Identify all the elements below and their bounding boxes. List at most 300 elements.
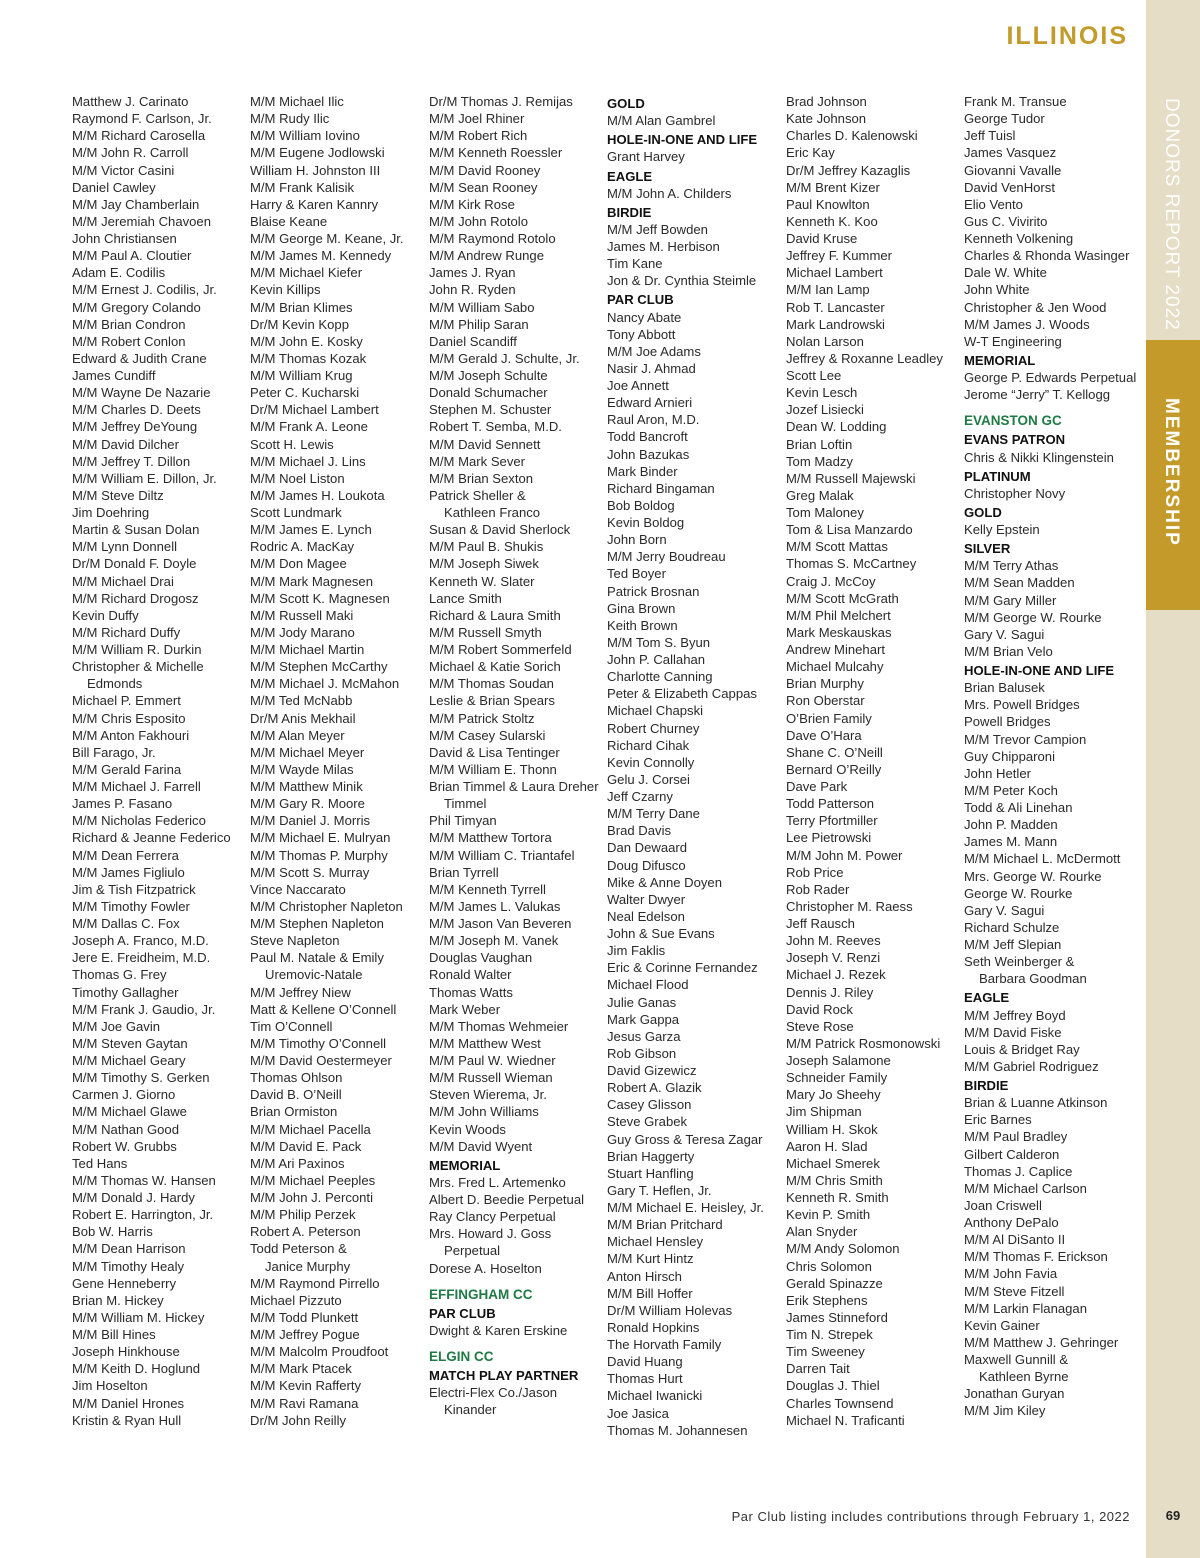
donor-entry: M/M Joseph Schulte bbox=[429, 368, 548, 383]
donor-entry: Scott Lundmark bbox=[250, 505, 342, 520]
donor-entry: Vince Naccarato bbox=[250, 881, 346, 897]
donor-entry: Jeff Rausch bbox=[786, 916, 855, 931]
donor-entry: M/M Ravi Ramana bbox=[250, 1395, 359, 1411]
donor-entry: Kevin Boldog bbox=[607, 515, 685, 530]
donor-entry: Greg Malak bbox=[786, 487, 854, 503]
donor-entry: Jesus Garza bbox=[607, 1028, 681, 1044]
donor-entry: M/M Phil Melchert bbox=[786, 607, 891, 623]
section-label: MEMBERSHIP bbox=[1161, 398, 1182, 547]
donor-entry: Tim O’Connell bbox=[250, 1018, 333, 1034]
donor-entry: Adam E. Codilis bbox=[72, 265, 166, 281]
donor-entry: Harry & Karen Kannry bbox=[250, 196, 379, 212]
donor-entry: Albert D. Beedie Perpetual bbox=[429, 1192, 585, 1207]
donor-entry: W-T Engineering bbox=[964, 333, 1062, 349]
donor-entry: Scott Lee bbox=[786, 368, 842, 383]
donor-entry: John Born bbox=[607, 532, 667, 548]
donor-entry: Mary Jo Sheehy bbox=[786, 1087, 881, 1103]
donor-entry: Electri-Flex Co./Jason bbox=[429, 1385, 558, 1401]
donor-entry: Rob Rader bbox=[786, 881, 850, 897]
donor-entry: M/M David E. Pack bbox=[250, 1138, 362, 1154]
donor-entry: M/M Joseph Siwek bbox=[429, 556, 539, 572]
donor-entry: Jozef Lisiecki bbox=[786, 402, 864, 418]
donor-entry: Gina Brown bbox=[607, 600, 676, 616]
donor-entry: Erik Stephens bbox=[786, 1292, 868, 1308]
donor-entry: M/M Trevor Campion bbox=[964, 731, 1087, 747]
club-heading: EVANSTON GC bbox=[964, 413, 1062, 429]
donor-entry: M/M James E. Lynch bbox=[250, 522, 372, 538]
donor-entry: Kevin Connolly bbox=[607, 754, 695, 770]
donor-entry: Thomas Watts bbox=[429, 984, 513, 1000]
donor-entry: M/M David Rooney bbox=[429, 162, 541, 178]
donor-entry: Nancy Abate bbox=[607, 309, 682, 325]
donor-entry: M/M John A. Childers bbox=[607, 185, 732, 201]
donor-entry: M/M Jeffrey DeYoung bbox=[72, 419, 198, 435]
donor-entry: M/M Steven Gaytan bbox=[72, 1035, 188, 1051]
donor-entry: Ted Hans bbox=[72, 1155, 128, 1171]
donor-entry: Brian Ormiston bbox=[250, 1104, 338, 1120]
donor-entry: M/M Michael J. McMahon bbox=[250, 676, 400, 692]
donor-entry: M/M William Krug bbox=[250, 368, 353, 383]
donor-entry: Gerald Spinazze bbox=[786, 1275, 883, 1291]
donor-entry: M/M Chris Smith bbox=[786, 1172, 883, 1188]
donor-entry: Mark Gappa bbox=[607, 1011, 680, 1027]
donor-entry: M/M David Wyent bbox=[429, 1138, 533, 1154]
donor-entry: Todd & Ali Linehan bbox=[964, 800, 1073, 815]
giving-level-heading: SILVER bbox=[964, 541, 1011, 557]
donor-entry: Gelu J. Corsei bbox=[607, 771, 690, 787]
donor-entry: Kenneth Volkening bbox=[964, 231, 1074, 246]
donor-entry: Mrs. Fred L. Artemenko bbox=[429, 1174, 566, 1190]
donor-entry: M/M Thomas Wehmeier bbox=[429, 1018, 569, 1034]
donor-entry: Michael Lambert bbox=[786, 265, 883, 281]
donor-entry: Mark Landrowski bbox=[786, 316, 885, 332]
donor-entry: M/M Thomas F. Erickson bbox=[964, 1249, 1108, 1265]
donor-entry: M/M Russell Majewski bbox=[786, 470, 916, 486]
donor-entry: M/M Don Magee bbox=[250, 556, 347, 572]
donor-entry: Uremovic-Natale bbox=[265, 967, 363, 983]
donor-entry: Jim & Tish Fitzpatrick bbox=[72, 881, 196, 897]
donor-entry: Mike & Anne Doyen bbox=[607, 874, 722, 890]
donor-entry: Mrs. George W. Rourke bbox=[964, 868, 1102, 884]
donor-entry: Joseph V. Renzi bbox=[786, 950, 881, 966]
donor-entry: Guy Gross & Teresa Zagar bbox=[607, 1131, 763, 1147]
donor-entry: Mark Weber bbox=[429, 1001, 501, 1017]
donor-column-4 bbox=[607, 93, 785, 1439]
donor-entry: David Kruse bbox=[786, 231, 858, 246]
donor-entry: M/M Wayde Milas bbox=[250, 761, 354, 777]
donor-entry: Tom Maloney bbox=[786, 505, 864, 520]
donor-entry: Stuart Hanfling bbox=[607, 1165, 694, 1181]
donor-entry: M/M William R. Durkin bbox=[72, 642, 202, 657]
donor-entry: M/M Michael E. Mulryan bbox=[250, 830, 391, 846]
donor-entry: George W. Rourke bbox=[964, 885, 1073, 901]
donor-entry: Jeffrey F. Kummer bbox=[786, 248, 892, 264]
giving-level-heading: GOLD bbox=[964, 504, 1002, 520]
donor-entry: M/M John E. Kosky bbox=[250, 333, 363, 349]
donor-entry: M/M Brent Kizer bbox=[786, 179, 880, 195]
donor-entry: Dr/M Michael Lambert bbox=[250, 402, 379, 418]
donor-entry: M/M Stephen Napleton bbox=[250, 916, 384, 931]
donor-entry: M/M Timothy S. Gerken bbox=[72, 1070, 210, 1086]
donor-entry: M/M Malcolm Proudfoot bbox=[250, 1344, 389, 1360]
donor-entry: M/M Philip Saran bbox=[429, 316, 529, 332]
donor-entry: Patrick Brosnan bbox=[607, 583, 700, 599]
donor-entry: M/M Matthew Tortora bbox=[429, 830, 552, 846]
giving-level-heading: PAR CLUB bbox=[429, 1305, 496, 1321]
donor-entry: Maxwell Gunnill & bbox=[964, 1352, 1069, 1367]
donor-entry: Michael Pizzuto bbox=[250, 1292, 342, 1308]
donor-entry: M/M Michael Geary bbox=[72, 1053, 186, 1068]
donor-entry: Todd Bancroft bbox=[607, 429, 688, 445]
donor-entry: Brian Timmel & Laura Dreher bbox=[429, 779, 599, 794]
donor-entry: M/M Daniel J. Morris bbox=[250, 813, 371, 829]
donor-entry: M/M Sean Madden bbox=[964, 575, 1075, 591]
donor-entry: Kevin Lesch bbox=[786, 385, 858, 401]
donor-entry: M/M Brian Velo bbox=[964, 643, 1053, 659]
donor-entry: M/M Paul B. Shukis bbox=[429, 539, 544, 555]
donor-entry: M/M Michael Drai bbox=[72, 573, 174, 589]
donor-entry: M/M Robert Conlon bbox=[72, 333, 186, 349]
donor-entry: Brian M. Hickey bbox=[72, 1292, 164, 1308]
donor-column-6 bbox=[964, 93, 1142, 1420]
donor-entry: Michael & Katie Sorich bbox=[429, 659, 561, 675]
footer-note: Par Club listing includes contributions through February 1, 2022 bbox=[731, 1509, 1130, 1524]
donor-entry: M/M Larkin Flanagan bbox=[964, 1300, 1087, 1316]
donor-entry: Joe Jasica bbox=[607, 1405, 669, 1421]
donor-entry: M/M Thomas Kozak bbox=[250, 350, 367, 366]
donor-entry: M/M Michael J. Lins bbox=[250, 453, 366, 469]
donor-entry: Patrick Sheller & bbox=[429, 487, 526, 503]
donor-entry: M/M Joe Adams bbox=[607, 343, 701, 359]
donor-entry: M/M Robert Rich bbox=[429, 128, 528, 144]
donor-entry: M/M Wayne De Nazarie bbox=[72, 385, 211, 401]
donor-entry: M/M Michael Carlson bbox=[964, 1180, 1087, 1196]
donor-entry: M/M Mark Ptacek bbox=[250, 1361, 352, 1377]
donor-entry: Michael Iwanicki bbox=[607, 1388, 703, 1404]
donor-entry: M/M Alan Meyer bbox=[250, 727, 345, 743]
donor-entry: Joseph A. Franco, M.D. bbox=[72, 933, 209, 949]
donor-entry: Anthony DePalo bbox=[964, 1215, 1059, 1230]
donor-entry: Dwight & Karen Erskine bbox=[429, 1322, 568, 1338]
donor-entry: M/M Russell Smyth bbox=[429, 624, 542, 640]
donor-entry: Donald Schumacher bbox=[429, 385, 548, 401]
donor-entry: M/M Donald J. Hardy bbox=[72, 1190, 195, 1205]
giving-level-heading: PLATINUM bbox=[964, 468, 1031, 484]
donor-entry: Aaron H. Slad bbox=[786, 1138, 868, 1154]
donor-entry: Michael N. Traficanti bbox=[786, 1412, 905, 1428]
donor-entry: Brian Murphy bbox=[786, 676, 864, 692]
donor-entry: M/M Joel Rhiner bbox=[429, 111, 525, 127]
donor-entry: Brian Balusek bbox=[964, 680, 1045, 696]
donor-entry: M/M Kenneth Tyrrell bbox=[429, 881, 546, 897]
donor-entry: William H. Johnston III bbox=[250, 162, 381, 178]
donor-entry: Douglas J. Thiel bbox=[786, 1378, 880, 1394]
donor-entry: M/M Andrew Runge bbox=[429, 248, 544, 264]
giving-level-heading: GOLD bbox=[607, 96, 645, 111]
donor-entry: Terry Pfortmiller bbox=[786, 813, 878, 829]
donor-entry: Richard & Laura Smith bbox=[429, 607, 561, 623]
donor-entry: M/M Jim Kiley bbox=[964, 1403, 1046, 1419]
donor-entry: M/M William E. Dillon, Jr. bbox=[72, 470, 217, 486]
donor-entry: Dave Park bbox=[786, 779, 848, 794]
giving-level-heading: EAGLE bbox=[964, 990, 1010, 1006]
donor-entry: Charles Townsend bbox=[786, 1395, 894, 1411]
donor-entry: Bob Boldog bbox=[607, 497, 675, 513]
donor-entry: Tim Sweeney bbox=[786, 1344, 865, 1360]
donor-entry: M/M Charles D. Deets bbox=[72, 402, 201, 418]
donor-entry: Thomas G. Frey bbox=[72, 967, 167, 983]
donor-entry: Todd Peterson & bbox=[250, 1241, 347, 1257]
donor-entry: Scott H. Lewis bbox=[250, 436, 334, 452]
donor-entry: Powell Bridges bbox=[964, 714, 1051, 730]
donor-entry: Robert E. Harrington, Jr. bbox=[72, 1207, 214, 1223]
donor-entry: M/M Michael L. McDermott bbox=[964, 851, 1121, 867]
giving-level-heading: BIRDIE bbox=[964, 1078, 1009, 1093]
donor-entry: M/M John J. Perconti bbox=[250, 1190, 373, 1205]
donor-entry: Kevin Duffy bbox=[72, 607, 139, 623]
donor-entry: Paul M. Natale & Emily bbox=[250, 950, 384, 966]
donor-entry: Doug Difusco bbox=[607, 857, 686, 873]
club-heading: EFFINGHAM CC bbox=[429, 1286, 533, 1302]
donor-entry: Thomas Hurt bbox=[607, 1371, 683, 1387]
donor-entry: Thomas Ohlson bbox=[250, 1070, 343, 1086]
donor-entry: William H. Skok bbox=[786, 1121, 878, 1137]
donor-entry: Casey Glisson bbox=[607, 1097, 692, 1113]
donor-entry: Daniel Cawley bbox=[72, 179, 156, 195]
donor-entry: Craig J. McCoy bbox=[786, 573, 876, 589]
donor-entry: Matthew J. Carinato bbox=[72, 94, 189, 109]
donor-entry: Phil Timyan bbox=[429, 813, 497, 829]
donor-entry: Barbara Goodman bbox=[979, 971, 1087, 987]
donor-entry: M/M Robert Sommerfeld bbox=[429, 642, 572, 657]
donor-entry: M/M Matthew J. Gehringer bbox=[964, 1334, 1119, 1350]
donor-entry: Lee Pietrowski bbox=[786, 830, 872, 846]
donor-entry: M/M Paul A. Cloutier bbox=[72, 248, 192, 264]
donor-entry: M/M William C. Triantafel bbox=[429, 847, 575, 863]
donor-entry: Ray Clancy Perpetual bbox=[429, 1209, 556, 1225]
donor-entry: M/M Keith D. Hoglund bbox=[72, 1361, 201, 1377]
donor-entry: Jim Shipman bbox=[786, 1104, 862, 1120]
donor-entry: Gary T. Heflen, Jr. bbox=[607, 1182, 712, 1198]
donor-entry: M/M Victor Casini bbox=[72, 162, 175, 178]
donor-entry: Dale W. White bbox=[964, 265, 1047, 281]
donor-entry: M/M Nicholas Federico bbox=[72, 813, 206, 829]
donor-entry: Schneider Family bbox=[786, 1070, 888, 1086]
donor-entry: M/M Mark Magnesen bbox=[250, 573, 373, 589]
donor-entry: Kathleen Byrne bbox=[979, 1369, 1069, 1385]
donor-entry: M/M Sean Rooney bbox=[429, 179, 538, 195]
donor-entry: M/M Kirk Rose bbox=[429, 196, 515, 212]
donor-entry: Ronald Walter bbox=[429, 967, 512, 983]
donor-entry: Kinander bbox=[444, 1402, 497, 1418]
donor-entry: M/M Daniel Hrones bbox=[72, 1395, 185, 1411]
donor-entry: Ron Oberstar bbox=[786, 693, 865, 709]
donor-entry: Joe Annett bbox=[607, 378, 669, 393]
donor-entry: Kevin Killips bbox=[250, 282, 321, 298]
donor-entry: Jim Doehring bbox=[72, 505, 150, 520]
donor-entry: Elio Vento bbox=[964, 196, 1023, 212]
donor-entry: M/M George M. Keane, Jr. bbox=[250, 231, 404, 246]
donor-entry: Blaise Keane bbox=[250, 213, 328, 229]
donor-entry: M/M Timothy O’Connell bbox=[250, 1035, 387, 1051]
donor-entry: M/M Joe Gavin bbox=[72, 1018, 161, 1034]
donor-entry: M/M Russell Wieman bbox=[429, 1070, 553, 1086]
donor-entry: M/M William E. Thonn bbox=[429, 761, 557, 777]
donor-entry: M/M Peter Koch bbox=[964, 782, 1058, 798]
giving-level-heading: MEMORIAL bbox=[964, 352, 1036, 368]
donor-entry: M/M Richard Carosella bbox=[72, 128, 206, 144]
donor-entry: Dr/M John Reilly bbox=[250, 1412, 347, 1428]
donor-entry: M/M Timothy Fowler bbox=[72, 898, 190, 914]
donor-entry: Grant Harvey bbox=[607, 149, 685, 165]
donor-entry: Charlotte Canning bbox=[607, 669, 713, 685]
donor-entry: M/M Timothy Healy bbox=[72, 1258, 185, 1274]
donor-entry: Gus C. Vivirito bbox=[964, 213, 1048, 229]
donor-entry: Keith Brown bbox=[607, 617, 678, 633]
donor-entry: Kathleen Franco bbox=[444, 505, 541, 520]
donor-entry: Kristin & Ryan Hull bbox=[72, 1412, 182, 1428]
donor-entry: Eric & Corinne Fernandez bbox=[607, 960, 758, 976]
donor-entry: George Tudor bbox=[964, 111, 1045, 127]
donor-entry: M/M William Sabo bbox=[429, 299, 535, 315]
donor-entry: Todd Patterson bbox=[786, 796, 875, 812]
donor-entry: Steven Wierema, Jr. bbox=[429, 1087, 547, 1103]
donor-entry: Michael Flood bbox=[607, 977, 689, 993]
donor-entry: M/M Stephen McCarthy bbox=[250, 659, 388, 675]
donor-entry: Kevin Gainer bbox=[964, 1317, 1040, 1333]
donor-entry: Rob T. Lancaster bbox=[786, 299, 885, 315]
donor-entry: Christopher & Jen Wood bbox=[964, 299, 1107, 315]
donor-entry: M/M John Favia bbox=[964, 1266, 1058, 1282]
donor-entry: Robert A. Peterson bbox=[250, 1224, 361, 1240]
donor-column-3 bbox=[429, 93, 607, 1419]
donor-entry: John M. Reeves bbox=[786, 933, 881, 949]
donor-entry: M/M Gabriel Rodriguez bbox=[964, 1058, 1099, 1074]
donor-entry: M/M Ian Lamp bbox=[786, 282, 870, 298]
donor-entry: Susan & David Sherlock bbox=[429, 522, 571, 538]
donor-entry: Kenneth W. Slater bbox=[429, 573, 535, 589]
donor-entry: David Rock bbox=[786, 1001, 853, 1017]
donor-entry: James J. Ryan bbox=[429, 265, 516, 281]
donor-entry: John P. Madden bbox=[964, 817, 1058, 833]
donor-entry: M/M Jerry Boudreau bbox=[607, 549, 726, 565]
donor-entry: M/M Jeffrey T. Dillon bbox=[72, 453, 191, 469]
donor-entry: Edward Arnieri bbox=[607, 395, 693, 411]
donor-entry: M/M Paul W. Wiedner bbox=[429, 1053, 556, 1068]
donor-entry: M/M Scott Mattas bbox=[786, 539, 888, 555]
donor-entry: M/M Christopher Napleton bbox=[250, 898, 403, 914]
donor-entry: M/M Steve Diltz bbox=[72, 487, 164, 503]
donor-entry: John P. Callahan bbox=[607, 652, 706, 667]
donor-entry: James Stinneford bbox=[786, 1309, 888, 1325]
donor-entry: M/M James J. Woods bbox=[964, 316, 1090, 332]
donor-entry: M/M Paul Bradley bbox=[964, 1129, 1068, 1145]
donor-entry: M/M Matthew West bbox=[429, 1035, 541, 1051]
donor-entry: Michael Chapski bbox=[607, 703, 704, 719]
donor-entry: M/M Brian Condron bbox=[72, 316, 186, 332]
donor-entry: M/M Steve Fitzell bbox=[964, 1283, 1065, 1299]
donor-entry: Brian & Luanne Atkinson bbox=[964, 1095, 1108, 1111]
donor-entry: M/M Jeffrey Boyd bbox=[964, 1007, 1066, 1023]
state-title: ILLINOIS bbox=[1006, 22, 1128, 50]
donor-entry: M/M Michael Pacella bbox=[250, 1121, 371, 1137]
donor-entry: M/M David Dilcher bbox=[72, 436, 179, 452]
donor-entry: M/M Todd Plunkett bbox=[250, 1309, 359, 1325]
donor-entry: M/M Brian Sexton bbox=[429, 470, 534, 486]
donor-entry: Neal Edelson bbox=[607, 908, 685, 924]
donor-entry: M/M Scott S. Murray bbox=[250, 864, 370, 880]
donor-entry: Anton Hirsch bbox=[607, 1268, 682, 1284]
donor-entry: Charles & Rhonda Wasinger bbox=[964, 248, 1130, 264]
donor-entry: M/M Andy Solomon bbox=[786, 1241, 900, 1257]
donor-entry: Charles D. Kalenowski bbox=[786, 128, 918, 144]
donor-entry: Brad Johnson bbox=[786, 94, 867, 109]
donor-entry: Kelly Epstein bbox=[964, 522, 1040, 537]
donor-entry: James Vasquez bbox=[964, 145, 1057, 161]
donor-entry: Dan Dewaard bbox=[607, 840, 688, 856]
donor-entry: Gilbert Calderon bbox=[964, 1146, 1060, 1162]
donor-entry: M/M Alan Gambrel bbox=[607, 113, 716, 129]
donor-entry: James P. Fasano bbox=[72, 796, 173, 812]
donor-entry: Michael J. Rezek bbox=[786, 967, 886, 983]
donor-column-5 bbox=[786, 93, 964, 1429]
donor-entry: Jeff Czarny bbox=[607, 789, 673, 804]
donor-entry: James M. Herbison bbox=[607, 239, 720, 254]
donor-entry: Dr/M Kevin Kopp bbox=[250, 316, 349, 332]
donor-entry: Brian Tyrrell bbox=[429, 864, 499, 880]
donor-entry: M/M Mark Sever bbox=[429, 453, 526, 469]
donor-entry: M/M Joseph M. Vanek bbox=[429, 933, 559, 949]
club-heading: ELGIN CC bbox=[429, 1349, 494, 1364]
donor-entry: M/M Gary Miller bbox=[964, 592, 1057, 608]
report-title: DONORS REPORT 2022 bbox=[1161, 98, 1182, 331]
donor-entry: Tom & Lisa Manzardo bbox=[786, 522, 913, 538]
donor-entry: M/M Chris Esposito bbox=[72, 710, 186, 726]
donor-entry: M/M Jeremiah Chavoen bbox=[72, 213, 211, 229]
donor-entry: Rob Price bbox=[786, 864, 844, 880]
donor-entry: M/M John M. Power bbox=[786, 847, 903, 863]
donor-entry: Steve Napleton bbox=[250, 933, 340, 949]
donor-entry: Kenneth R. Smith bbox=[786, 1190, 889, 1205]
donor-entry: Thomas M. Johannesen bbox=[607, 1422, 748, 1438]
donor-entry: Bill Farago, Jr. bbox=[72, 744, 156, 760]
donor-entry: Walter Dwyer bbox=[607, 891, 686, 907]
donor-entry: M/M David Oestermeyer bbox=[250, 1053, 392, 1068]
donor-entry: David Gizewicz bbox=[607, 1063, 697, 1078]
donor-entry: M/M Jay Chamberlain bbox=[72, 196, 200, 212]
donor-entry: Perpetual bbox=[444, 1243, 501, 1259]
donor-entry: M/M Michael Kiefer bbox=[250, 265, 363, 281]
donor-entry: M/M Michael Martin bbox=[250, 642, 365, 657]
donor-entry: M/M Michael E. Heisley, Jr. bbox=[607, 1200, 764, 1215]
donor-entry: M/M Dean Ferrera bbox=[72, 847, 179, 863]
donor-entry: Timmel bbox=[444, 796, 487, 812]
donor-entry: Richard Bingaman bbox=[607, 480, 715, 496]
donor-entry: David & Lisa Tentinger bbox=[429, 744, 560, 760]
donor-entry: M/M James H. Loukota bbox=[250, 487, 385, 503]
donor-entry: Shane C. O’Neill bbox=[786, 744, 883, 760]
donor-entry: Tom Madzy bbox=[786, 453, 853, 469]
donor-entry: Edmonds bbox=[87, 676, 143, 692]
donor-entry: Tim N. Strepek bbox=[786, 1327, 873, 1342]
donor-entry: Jonathan Guryan bbox=[964, 1386, 1065, 1402]
donor-entry: Ronald Hopkins bbox=[607, 1319, 700, 1335]
donor-entry: Alan Snyder bbox=[786, 1224, 858, 1240]
donor-entry: M/M Scott K. Magnesen bbox=[250, 590, 390, 606]
donor-column-1 bbox=[72, 93, 250, 1429]
donor-entry: M/M William M. Hickey bbox=[72, 1309, 205, 1325]
donor-entry: Robert Churney bbox=[607, 720, 700, 736]
